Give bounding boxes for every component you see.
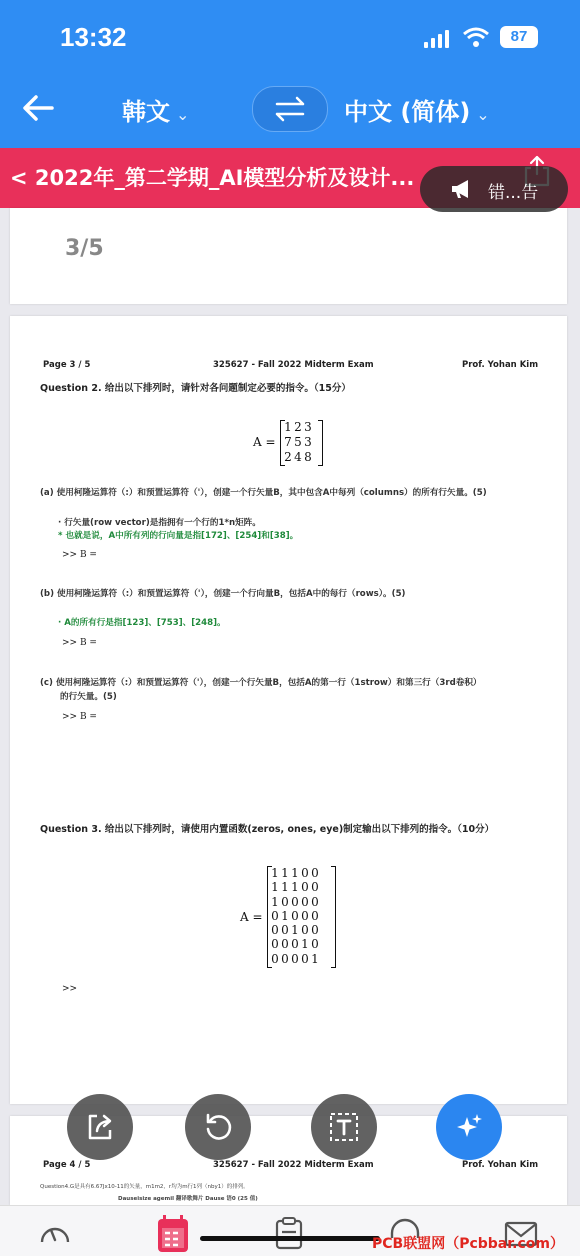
matrix-row — [270, 923, 320, 937]
matrix-row — [270, 866, 320, 880]
matrix-cell: 1 — [281, 908, 289, 923]
matrix-cell: 0 — [311, 908, 319, 923]
export-icon — [84, 1111, 116, 1143]
matrix-cell: 0 — [301, 866, 309, 880]
matrix-cell: 0 — [281, 937, 289, 952]
matrix-cell: 1 — [271, 880, 279, 895]
calendar-icon[interactable] — [156, 1214, 190, 1254]
matrix-cell: 0 — [311, 923, 319, 938]
matrix-cell: 1 — [271, 866, 279, 880]
matrix-cell: 1 — [291, 923, 299, 938]
matrix-cell: 1 — [311, 951, 319, 966]
matrix-cell: 0 — [271, 923, 279, 938]
matrix-cell: 8 — [304, 450, 312, 464]
rotate-icon — [202, 1111, 234, 1143]
sparkle-icon — [453, 1111, 485, 1143]
matrix-cell: 0 — [311, 894, 319, 909]
question-2a-answer: >> B = — [62, 550, 97, 560]
question-4-text: Question4.G是具有6.67Jx10-11的矢量，m1m2，r均为m行1列（nby1）的排列。 — [40, 1184, 249, 1190]
wifi-icon — [462, 26, 490, 48]
export-button[interactable] — [67, 1094, 133, 1160]
matrix-row — [283, 435, 313, 450]
matrix-cell: 0 — [301, 951, 309, 966]
matrix-cell: 2 — [294, 420, 302, 434]
target-language-selector[interactable] — [344, 92, 490, 127]
question-2b-hint: · A的所有行是指[123]、[753]、[248]。 — [58, 618, 226, 628]
chevron-down-icon: ⌄ — [476, 105, 490, 124]
question-2a-note: · 行矢量(row vector)是指拥有一个行的1*n矩阵。 — [58, 518, 261, 528]
matrix-cell: 1 — [291, 880, 299, 895]
matrix-cell: 0 — [271, 937, 279, 952]
document-title[interactable]: < 2022年_第二学期_AI模型分析及设计... — [10, 166, 415, 190]
matrix-cell: 1 — [284, 420, 292, 434]
matrix-cell: 0 — [311, 880, 319, 895]
question-4-text-cont: Dauseisize agemil 翻译歌舞片 Dause 语0 (25 值) — [118, 1196, 258, 1202]
matrix-row — [283, 450, 313, 465]
ai-sparkle-button[interactable] — [436, 1094, 502, 1160]
report-error-button[interactable] — [420, 166, 568, 212]
swap-languages-button[interactable] — [252, 86, 328, 132]
matrix-cell: 0 — [281, 923, 289, 938]
matrix-cell: 0 — [291, 908, 299, 923]
page-header-center: 325627 - Fall 2022 Midterm Exam — [213, 1160, 374, 1170]
question-2a-hint: * 也就是说，A中所有列的行向量是指[172]、[254]和[38]。 — [58, 531, 299, 541]
matrix-cell: 0 — [291, 937, 299, 952]
matrix-cell: 1 — [281, 866, 289, 880]
matrix-row — [270, 937, 320, 951]
matrix-cell: 2 — [284, 450, 292, 464]
translator-header — [0, 0, 580, 148]
page-header-center: 325627 - Fall 2022 Midterm Exam — [213, 360, 374, 370]
chevron-down-icon: ⌄ — [176, 105, 190, 124]
swap-arrows-icon — [253, 87, 327, 131]
question-2c-answer: >> B = — [62, 712, 97, 722]
matrix-cell: 1 — [281, 880, 289, 895]
text-select-button[interactable] — [311, 1094, 377, 1160]
battery-indicator: 87 — [500, 26, 538, 48]
matrix-cell: 3 — [304, 435, 312, 449]
matrix-cell: 0 — [301, 880, 309, 895]
page-header-right: Prof. Yohan Kim — [462, 360, 539, 370]
matrix-row — [283, 420, 313, 435]
matrix-cell: 0 — [301, 923, 309, 938]
question-2a: (a) 使用柯隆运算符（:）和预置运算符（'），创建一个行矢量B，其中包含A中每列（columns）的所有行矢量。(5) — [40, 488, 487, 498]
speedometer-icon[interactable] — [38, 1216, 72, 1250]
question-2b-answer: >> B = — [62, 638, 97, 648]
matrix-cell: 0 — [291, 894, 299, 909]
matrix-cell: 0 — [311, 866, 319, 880]
question-3-title: Question 3. 给出以下排列时，请使用内置函数(zeros, ones, eye)制定输出以下排列的指令。（10分） — [40, 824, 495, 835]
page-number: 3/5 — [65, 236, 104, 261]
document-page — [10, 316, 567, 1104]
matrix-cell: 4 — [294, 450, 302, 464]
page-header-left: Page 3 / 5 — [43, 360, 91, 370]
page-header-right: Prof. Yohan Kim — [462, 1160, 539, 1170]
matrix-row — [270, 909, 320, 923]
report-error-label: 错...告 — [488, 183, 539, 203]
matrix-cell: 0 — [301, 908, 309, 923]
cellular-signal-icon — [424, 30, 454, 48]
back-arrow-icon[interactable] — [18, 88, 58, 128]
text-frame-icon — [328, 1111, 360, 1143]
matrix-cell: 0 — [301, 894, 309, 909]
matrix-cell: 1 — [301, 937, 309, 952]
home-indicator — [200, 1236, 380, 1241]
question-2c-cont: 的行矢量。(5) — [60, 692, 117, 702]
status-time: 13:32 — [60, 22, 127, 52]
matrix-cell: 5 — [294, 435, 302, 449]
matrix-cell: 7 — [284, 435, 292, 449]
matrix-cell: 0 — [271, 908, 279, 923]
document-title-bar — [0, 148, 580, 208]
rotate-button[interactable] — [185, 1094, 251, 1160]
matrix-row — [270, 895, 320, 909]
matrix-row — [270, 952, 320, 966]
matrix-cell: 1 — [271, 894, 279, 909]
source-language-selector[interactable] — [122, 92, 189, 127]
matrix-label: A = — [240, 910, 263, 924]
page-indicator-card — [10, 208, 567, 304]
clipboard-icon[interactable] — [272, 1216, 306, 1250]
matrix-b — [240, 866, 350, 970]
matrix-cell: 0 — [271, 951, 279, 966]
matrix-cell: 0 — [291, 951, 299, 966]
question-3-answer: >> — [62, 984, 78, 994]
matrix-cell: 0 — [281, 894, 289, 909]
question-2b: (b) 使用柯隆运算符（:）和预置运算符（'），创建一个行向量B，包括A中的每行（rows）。(5) — [40, 589, 406, 599]
megaphone-icon — [450, 179, 474, 199]
matrix-label: A = — [253, 435, 276, 449]
question-2-title: Question 2. 给出以下排列时，请针对各问题制定必要的指令。（15分） — [40, 383, 351, 394]
matrix-cell: 0 — [281, 951, 289, 966]
matrix-cell: 0 — [311, 937, 319, 952]
question-2c: (c) 使用柯隆运算符（:）和预置运算符（'），创建一个行矢量B，包括A的第一行（1strow）和第三行（3rd卷积） — [40, 678, 482, 688]
matrix-row — [270, 880, 320, 894]
source-language-label: 韩文 — [122, 98, 170, 126]
watermark-text: PCB联盟网（Pcbbar.com） — [372, 1236, 564, 1252]
page-header-left: Page 4 / 5 — [43, 1160, 91, 1170]
matrix-cell: 3 — [304, 420, 312, 434]
matrix-a — [253, 420, 343, 468]
target-language-label: 中文 (简体) — [344, 98, 471, 126]
matrix-cell: 1 — [291, 866, 299, 880]
